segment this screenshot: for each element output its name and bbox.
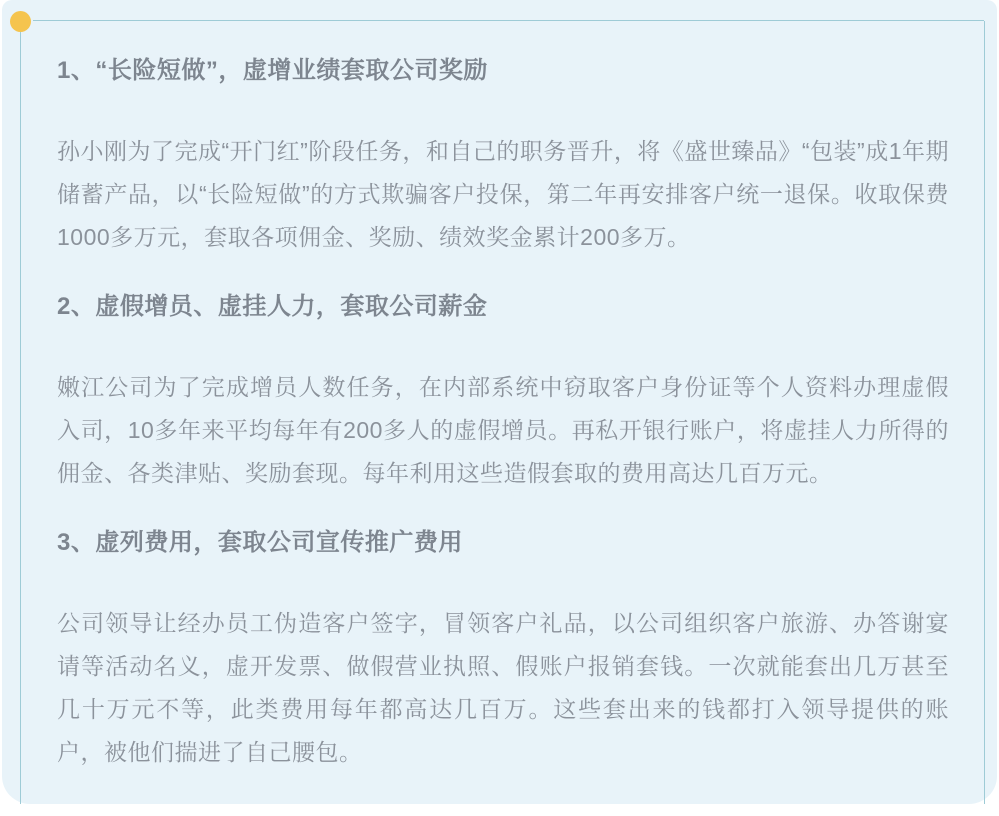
section-heading-3: 3、虚列费用，套取公司宣传推广费用 xyxy=(57,529,463,556)
article-content xyxy=(57,56,949,807)
yellow-dot-icon xyxy=(10,11,31,32)
article-section xyxy=(57,292,949,495)
frame-border-left xyxy=(20,30,21,804)
section-heading-1: 1、“长险短做”，虚增业绩套取公司奖励 xyxy=(57,57,488,84)
section-paragraph-1: 孙小刚为了完成“开门红”阶段任务，和自己的职务晋升，将《盛世臻品》“包装”成1年期储蓄产品，以“长险短做”的方式欺骗客户投保，第二年再安排客户统一退保。收取保费1000多万元，套取各项佣金、奖励、绩效奖金累计200多万。 xyxy=(57,138,949,250)
article-section xyxy=(57,528,949,774)
section-heading-2: 2、虚假增员、虚挂人力，套取公司薪金 xyxy=(57,293,488,320)
frame-border-right xyxy=(984,21,985,804)
frame-border-top xyxy=(33,20,984,21)
article-section xyxy=(57,56,949,259)
section-paragraph-2: 嫩江公司为了完成增员人数任务，在内部系统中窃取客户身份证等个人资料办理虚假入司，10多年来平均每年有200多人的虚假增员。再私开银行账户，将虚挂人力所得的佣金、各类津贴、奖励套现。每年利用这些造假套取的费用高达几百万元。 xyxy=(57,374,949,486)
section-paragraph-3: 公司领导让经办员工伪造客户签字，冒领客户礼品，以公司组织客户旅游、办答谢宴请等活动名义，虚开发票、做假营业执照、假账户报销套钱。一次就能套出几万甚至几十万元不等，此类费用每年都高达几百万。这些套出来的钱都打入领导提供的账户，被他们揣进了自己腰包。 xyxy=(57,610,949,765)
